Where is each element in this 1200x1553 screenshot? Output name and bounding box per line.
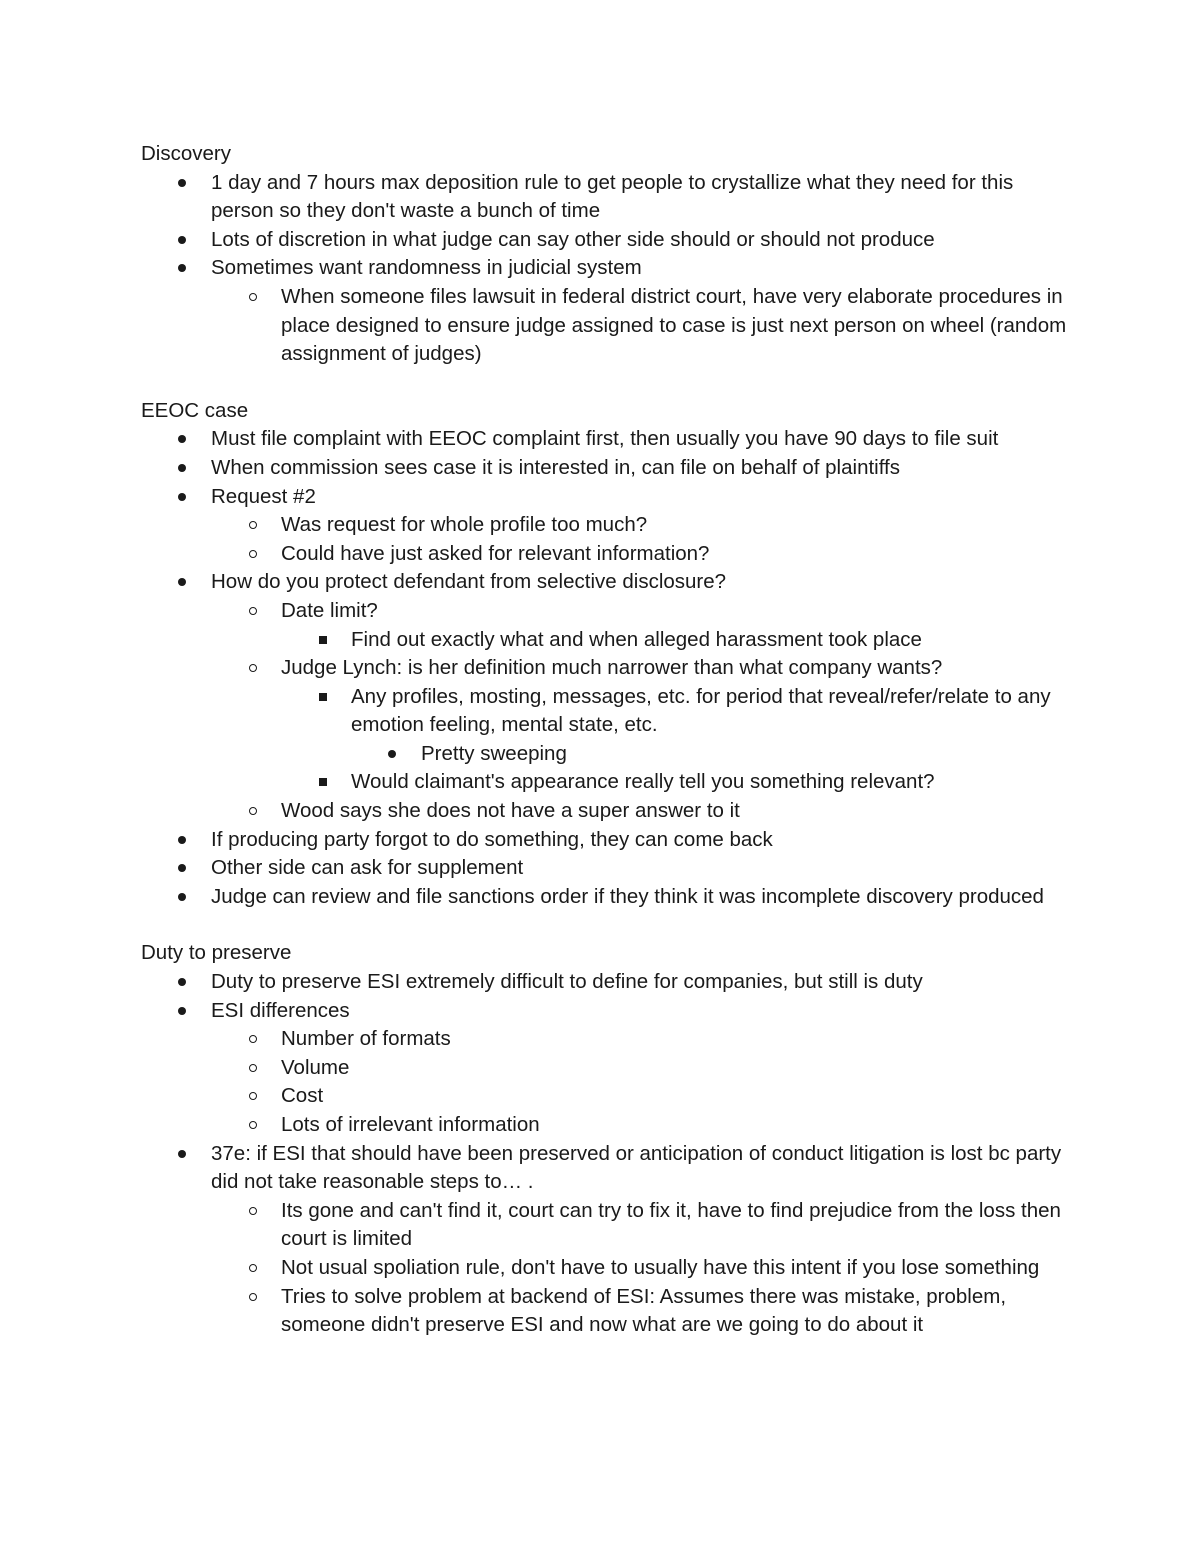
- list-item: Lots of irrelevant information: [211, 1111, 1071, 1140]
- disc-bullet-icon: [178, 864, 186, 872]
- section-duty-to-preserve: [141, 939, 1071, 1339]
- circle-bullet-icon: [249, 1264, 257, 1272]
- list-item: ESI differences Number of formats Volume Cost Lots of irrelevant information: [141, 997, 1071, 1140]
- list-item: Would claimant's appearance really tell you something relevant?: [281, 768, 1071, 797]
- circle-bullet-icon: [249, 1207, 257, 1215]
- disc-bullet-icon: [178, 236, 186, 244]
- list-item: Must file complaint with EEOC complaint first, then usually you have 90 days to file suit: [141, 425, 1071, 454]
- list-item: Number of formats: [211, 1025, 1071, 1054]
- disc-bullet-icon: [178, 578, 186, 586]
- sub-list: [211, 1025, 1071, 1139]
- list-item: Find out exactly what and when alleged harassment took place: [281, 626, 1071, 655]
- circle-bullet-icon: [249, 1035, 257, 1043]
- circle-bullet-icon: [249, 1092, 257, 1100]
- circle-bullet-icon: [249, 521, 257, 529]
- sub-list: [351, 740, 1071, 769]
- list-item: When commission sees case it is interested in, can file on behalf of plaintiffs: [141, 454, 1071, 483]
- sub-list: [211, 597, 1071, 826]
- sub-list: [211, 511, 1071, 568]
- circle-bullet-icon: [249, 607, 257, 615]
- list-item: 1 day and 7 hours max deposition rule to get people to crystallize what they need for this person so they don't waste a bunch of time: [141, 169, 1071, 226]
- list-item: If producing party forgot to do something, they can come back: [141, 826, 1071, 855]
- list-item: Its gone and can't find it, court can try to fix it, have to find prejudice from the loss then court is limited: [211, 1197, 1071, 1254]
- list-item: Request #2 Was request for whole profile too much? Could have just asked for relevant information?: [141, 483, 1071, 569]
- square-bullet-icon: [319, 778, 327, 786]
- list-item: Any profiles, mosting, messages, etc. for period that reveal/refer/relate to any emotion feeling, mental state, etc. Pretty sweeping: [281, 683, 1071, 769]
- list-item: Lots of discretion in what judge can say other side should or should not produce: [141, 226, 1071, 255]
- section-title: Discovery: [141, 142, 231, 165]
- section-title: Duty to preserve: [141, 941, 292, 965]
- list-item: Pretty sweeping: [351, 740, 1071, 769]
- list-item: Could have just asked for relevant information?: [211, 540, 1071, 569]
- disc-bullet-icon: [178, 435, 186, 443]
- disc-bullet-icon: [178, 464, 186, 472]
- sub-list: [281, 683, 1071, 797]
- disc-bullet-icon: [178, 179, 186, 187]
- circle-bullet-icon: [249, 550, 257, 558]
- list-item: Judge Lynch: is her definition much narrower than what company wants? Any profiles, mosting, messages, etc. for period that reveal/refer/relate to any emotion feeling, mental state, etc. Pretty sweeping Would claimant's appearance really tell you something relevant?: [211, 654, 1071, 797]
- circle-bullet-icon: [249, 1293, 257, 1301]
- circle-bullet-icon: [249, 807, 257, 815]
- disc-bullet-icon: [178, 264, 186, 272]
- disc-bullet-icon: [178, 978, 186, 986]
- section-eeoc-case: [141, 397, 1071, 912]
- circle-bullet-icon: [249, 1121, 257, 1129]
- section-title: EEOC case: [141, 398, 249, 422]
- list-item: 37e: if ESI that should have been preserved or anticipation of conduct litigation is lost bc party did not take reasonable steps to… . Its gone and can't find it, court can try to fix it, have to find prejudice from the loss then court is limited Not usual spoliation rule, don't have to usually have this intent if you lose something Tries to solve problem at backend of ESI: Assumes there was mistake, problem, someone didn't preserve ESI and now what are we going to do about it: [141, 1140, 1071, 1340]
- list-item: Cost: [211, 1082, 1071, 1111]
- list-item: When someone files lawsuit in federal district court, have very elaborate procedures in place designed to ensure judge assigned to case is just next person on wheel (random assignment of judges): [211, 283, 1071, 369]
- list-item: Tries to solve problem at backend of ESI: Assumes there was mistake, problem, someone didn't preserve ESI and now what are we going to do about it: [211, 1283, 1071, 1340]
- disc-bullet-icon: [178, 1150, 186, 1158]
- list-item: Date limit? Find out exactly what and when alleged harassment took place: [211, 597, 1071, 654]
- disc-bullet-icon: [178, 893, 186, 901]
- sub-list: [211, 1197, 1071, 1340]
- circle-bullet-icon: [249, 1064, 257, 1072]
- list-item: Judge can review and file sanctions order if they think it was incomplete discovery produced: [141, 883, 1071, 912]
- bullet-list: [141, 169, 1071, 369]
- disc-bullet-icon: [178, 1007, 186, 1015]
- square-bullet-icon: [319, 693, 327, 701]
- list-item: Was request for whole profile too much?: [211, 511, 1071, 540]
- disc-bullet-icon: [388, 750, 396, 758]
- circle-bullet-icon: [249, 293, 257, 301]
- list-item: How do you protect defendant from selective disclosure? Date limit? Find out exactly what and when alleged harassment took place Judge Lynch: is her definition much narrower than what company wants? Any profiles, mosting, messages, etc. for period that reveal/refer/relate to any emotion feeling, mental state, etc. Pretty sweeping Would claimant's appearance really tell you something relevant? Wood says she does not have a super answer to it: [141, 568, 1071, 825]
- list-item: Wood says she does not have a super answer to it: [211, 797, 1071, 826]
- disc-bullet-icon: [178, 836, 186, 844]
- list-item: Sometimes want randomness in judicial system When someone files lawsuit in federal district court, have very elaborate procedures in place designed to ensure judge assigned to case is just next person on wheel (random assignment of judges): [141, 254, 1071, 368]
- list-item: Volume: [211, 1054, 1071, 1083]
- document-body: [141, 140, 1071, 1368]
- disc-bullet-icon: [178, 493, 186, 501]
- bullet-list: [141, 968, 1071, 1340]
- list-item: Other side can ask for supplement: [141, 854, 1071, 883]
- list-item: Duty to preserve ESI extremely difficult to define for companies, but still is duty: [141, 968, 1071, 997]
- sub-list: [281, 626, 1071, 655]
- bullet-list: [141, 425, 1071, 911]
- circle-bullet-icon: [249, 664, 257, 672]
- sub-list: [211, 283, 1071, 369]
- list-item: Not usual spoliation rule, don't have to usually have this intent if you lose something: [211, 1254, 1071, 1283]
- section-discovery: [141, 140, 1071, 369]
- square-bullet-icon: [319, 636, 327, 644]
